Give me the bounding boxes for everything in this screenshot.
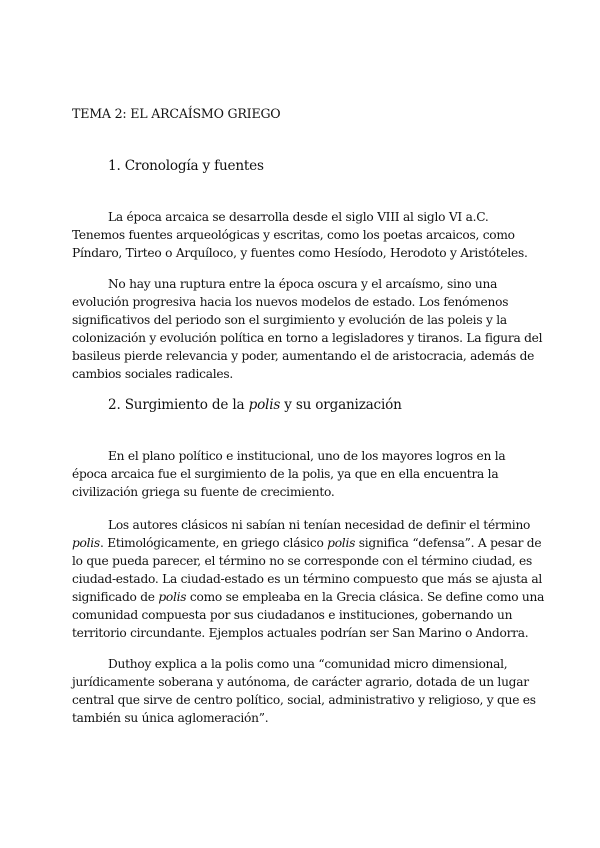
section-2-paragraph-3	[72, 655, 542, 727]
text-line: La época arcaica se desarrolla desde el siglo VIII al siglo VI a.C.	[108, 210, 489, 224]
section-1-paragraph-2	[72, 275, 542, 383]
text-line: colonización y evolución política en torno a legisladores y tiranos. La figura del	[72, 331, 543, 345]
text-line: central que sirve de centro político, social, administrativo y religioso, y que es	[72, 693, 536, 707]
text-line: también su única aglomeración”.	[72, 711, 269, 725]
section-2-heading: 2. Surgimiento de la polis y su organización	[108, 397, 402, 413]
text-line: significado de polis como se empleaba en la Grecia clásica. Se define como una	[72, 590, 545, 604]
text-line: territorio circundante. Ejemplos actuales podrían ser San Marino o Andorra.	[72, 626, 529, 640]
text-line: jurídicamente soberana y autónoma, de carácter agrario, dotada de un lugar	[72, 675, 529, 689]
text-line: significativos del periodo son el surgimiento y evolución de las poleis y la	[72, 313, 507, 327]
section-2-paragraph-1	[72, 447, 542, 501]
text-line: cambios sociales radicales.	[72, 367, 234, 381]
text-line: Tenemos fuentes arqueológicas y escritas, como los poetas arcaicos, como	[72, 228, 515, 242]
text-line: basileus pierde relevancia y poder, aumentando el de aristocracia, además de	[72, 349, 535, 363]
text-line: civilización griega su fuente de crecimiento.	[72, 485, 335, 499]
text-line: evolución progresiva hacia los nuevos modelos de estado. Los fenómenos	[72, 295, 509, 309]
section-1-paragraph-1	[72, 208, 542, 262]
document-title: TEMA 2: EL ARCAÍSMO GRIEGO	[72, 106, 281, 121]
section-1-heading: 1. Cronología y fuentes	[108, 158, 264, 174]
text-line: En el plano político e institucional, uno de los mayores logros en la	[108, 449, 506, 463]
section-2-paragraph-2	[72, 516, 545, 642]
text-line: Píndaro, Tirteo o Arquíloco, y fuentes como Hesíodo, Herodoto y Aristóteles.	[72, 246, 528, 260]
text-line: Duthoy explica a la polis como una “comunidad micro dimensional,	[108, 657, 508, 671]
text-line: época arcaica fue el surgimiento de la polis, ya que en ella encuentra la	[72, 467, 499, 481]
text-line: lo que pueda parecer, el término no se corresponde con el término ciudad, es	[72, 554, 533, 568]
text-line: Los autores clásicos ni sabían ni tenían necesidad de definir el término	[108, 518, 531, 532]
text-line: comunidad compuesta por sus ciudadanos e instituciones, gobernando un	[72, 608, 513, 622]
text-line: polis. Etimológicamente, en griego clásico polis significa “defensa”. A pesar de	[72, 536, 542, 550]
text-line: ciudad-estado. La ciudad-estado es un término compuesto que más se ajusta al	[72, 572, 542, 586]
text-line: No hay una ruptura entre la época oscura y el arcaísmo, sino una	[108, 277, 498, 291]
